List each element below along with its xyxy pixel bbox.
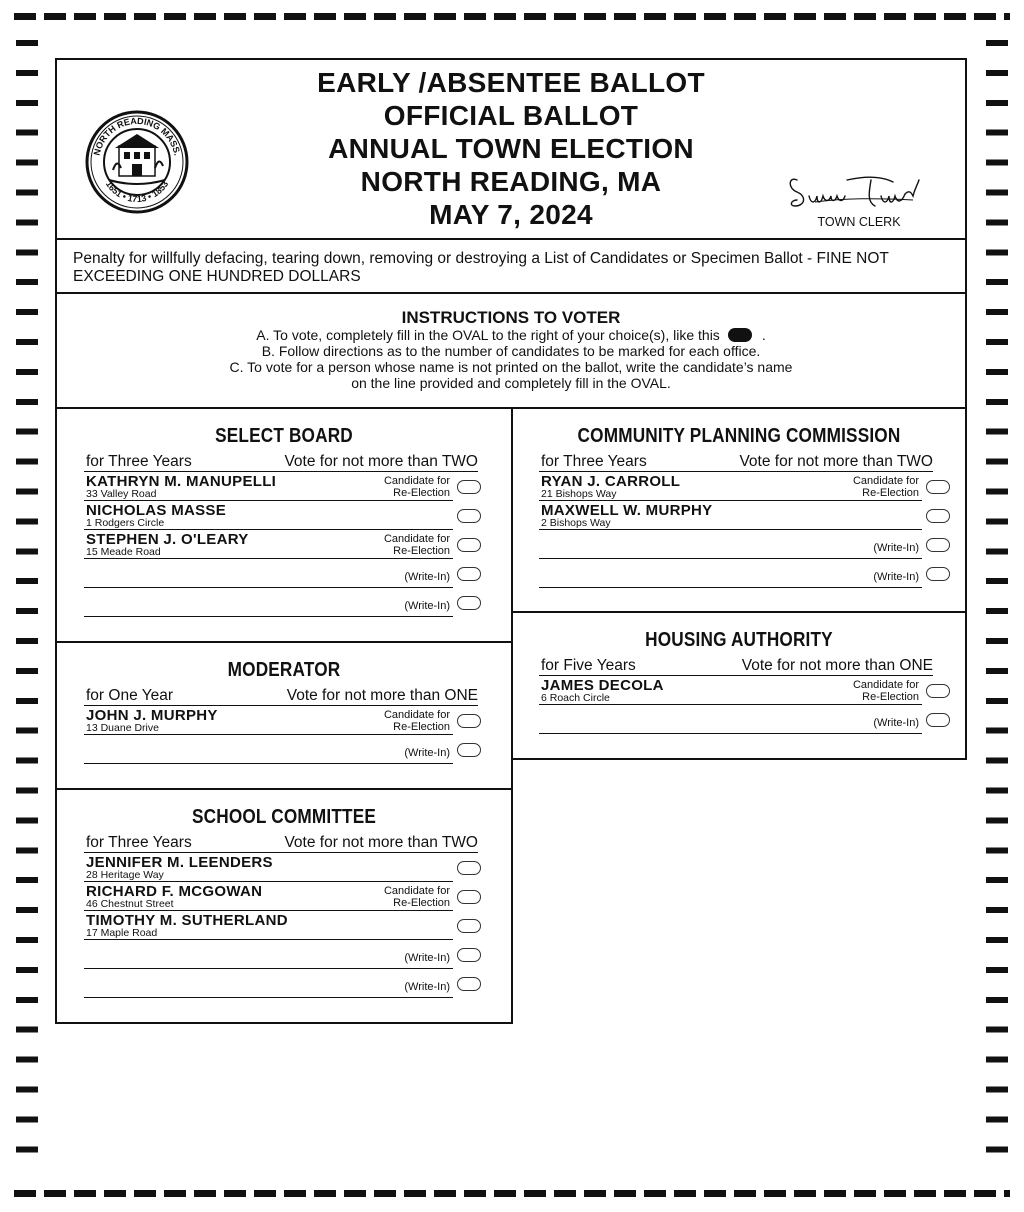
reelection-note [384,476,450,499]
candidate-row [539,676,922,705]
penalty-text: Penalty for willfully defacing, tearing down, removing or destroying a List of Candidates or Specimen Ballot - FINE NOT EXCEEDING ONE HUNDRED DOLLARS [73,250,889,285]
timing-marks-bottom [14,1190,1010,1197]
term-row [84,453,478,472]
office-title: SELECT BOARD [215,425,353,447]
reelection-note [853,680,919,703]
vote-oval[interactable] [457,948,481,962]
office-title: SCHOOL COMMITTEE [191,806,376,828]
write-in-line[interactable] [539,559,922,588]
instruction-c2: on the line provided and completely fill in the OVAL. [351,375,671,391]
filled-oval-example-icon [728,328,752,342]
instruction-a [57,327,965,343]
write-in-line[interactable] [84,940,453,969]
office-title: COMMUNITY PLANNING COMMISSION [577,425,901,447]
write-in-line[interactable] [84,588,453,617]
term-row [539,453,933,472]
candidate-address: 28 Heritage Way [86,869,164,881]
candidate-name: MAXWELL W. MURPHY [541,502,713,519]
candidate-address: 15 Meade Road [86,546,161,558]
candidate-row [84,501,453,530]
term-label: for One Year [86,687,174,704]
candidate-address: 21 Bishops Way [541,488,617,500]
note-line: Candidate for [383,709,450,721]
vote-oval[interactable] [926,684,950,698]
candidate-name: TIMOTHY M. SUTHERLAND [86,912,288,929]
term-label: for Three Years [86,834,192,851]
instruction-b: B. Follow directions as to the number of candidates to be marked for each office. [261,343,761,359]
write-in-line[interactable] [84,735,453,764]
reelection-note [853,476,919,499]
office-school-committee [55,788,513,1024]
title-line: NORTH READING, MA [360,166,662,197]
svg-text:NORTH READING MASS.: NORTH READING MASS. [91,115,183,157]
vote-oval[interactable] [926,480,950,494]
candidate-row [84,706,453,735]
office-select-board [55,407,513,643]
instructions-title: INSTRUCTIONS TO VOTER [401,308,621,327]
candidate-address: 6 Roach Circle [541,692,610,704]
office-title: HOUSING AUTHORITY [645,629,833,651]
candidate-name: JAMES DECOLA [541,677,664,694]
title-line: ANNUAL TOWN ELECTION [328,133,694,164]
term-row [539,657,933,676]
candidate-row [539,501,922,530]
write-in-line[interactable] [539,705,922,734]
reelection-note [384,710,450,733]
write-in-label: (Write-In) [404,747,450,759]
vote-limit: Vote for not more than TWO [284,834,478,851]
write-in-label: (Write-In) [404,571,450,583]
vote-oval[interactable] [457,480,481,494]
office-title: MODERATOR [227,659,341,681]
vote-oval[interactable] [457,567,481,581]
vote-oval[interactable] [457,538,481,552]
write-in-line[interactable] [539,530,922,559]
vote-oval[interactable] [926,538,950,552]
vote-oval[interactable] [457,714,481,728]
note-line: Candidate for [383,475,450,487]
candidate-row [84,530,453,559]
write-in-line[interactable] [84,969,453,998]
candidate-address: 13 Duane Drive [86,722,159,734]
penalty-notice [55,238,967,294]
write-in-label: (Write-In) [873,542,919,554]
candidate-address: 33 Valley Road [86,488,157,500]
reelection-note [384,886,450,909]
candidate-address: 46 Chestnut Street [86,898,174,910]
note-line: Candidate for [383,533,450,545]
ballot-header [55,58,967,240]
note-line: Re-Election [393,544,450,557]
office-planning-commission [511,407,967,613]
candidate-row [539,472,922,501]
write-in-label: (Write-In) [404,981,450,993]
write-in-label: (Write-In) [873,717,919,729]
ballot [55,58,967,1024]
term-row [84,687,478,706]
candidate-name: NICHOLAS MASSE [86,502,227,519]
vote-oval[interactable] [457,890,481,904]
note-line: Candidate for [852,679,919,691]
vote-oval[interactable] [457,977,481,991]
candidate-row [84,472,453,501]
candidate-address: 1 Rodgers Circle [86,517,165,529]
vote-oval[interactable] [457,509,481,523]
clerk-signature-icon [785,162,925,220]
title-line: MAY 7, 2024 [429,199,593,230]
timing-marks-right [986,40,1008,1176]
candidate-name: STEPHEN J. O'LEARY [86,531,249,548]
vote-limit: Vote for not more than ONE [286,687,478,704]
candidate-address: 2 Bishops Way [541,517,611,529]
write-in-line[interactable] [84,559,453,588]
candidate-row [84,882,453,911]
candidate-row [84,911,453,940]
candidate-row [84,853,453,882]
note-line: Re-Election [862,690,919,703]
note-line: Re-Election [393,720,450,733]
town-clerk-label: TOWN CLERK [817,215,901,229]
instruction-a-end: . [761,327,766,343]
term-label: for Three Years [86,453,192,470]
term-label: for Three Years [541,453,647,470]
write-in-label: (Write-In) [873,571,919,583]
note-line: Re-Election [862,486,919,499]
vote-oval[interactable] [457,919,481,933]
write-in-label: (Write-In) [404,600,450,612]
vote-oval[interactable] [926,567,950,581]
vote-oval[interactable] [457,743,481,757]
note-line: Candidate for [852,475,919,487]
vote-oval[interactable] [926,509,950,523]
candidate-name: JENNIFER M. LEENDERS [86,854,273,871]
write-in-label: (Write-In) [404,952,450,964]
vote-limit: Vote for not more than TWO [284,453,478,470]
candidate-name: RYAN J. CARROLL [541,473,681,490]
instruction-a-text: A. To vote, completely fill in the OVAL to the right of your choice(s), like this [256,327,720,343]
note-line: Re-Election [393,486,450,499]
term-label: for Five Years [541,657,636,674]
office-housing-authority [511,611,967,760]
candidate-name: RICHARD F. MCGOWAN [86,883,263,900]
vote-oval[interactable] [457,861,481,875]
title-line: EARLY /ABSENTEE BALLOT [317,67,705,98]
candidate-address: 17 Maple Road [86,927,158,939]
candidate-name: JOHN J. MURPHY [86,707,218,724]
instruction-c1: C. To vote for a person whose name is not printed on the ballot, write the candidate’s name [229,359,793,375]
vote-limit: Vote for not more than ONE [741,657,933,674]
reelection-note [384,534,450,557]
candidate-name: KATHRYN M. MANUPELLI [86,473,277,490]
office-moderator [55,641,513,790]
term-row [84,834,478,853]
title-line: OFFICIAL BALLOT [383,100,639,131]
timing-marks-left [16,40,38,1176]
vote-oval[interactable] [457,596,481,610]
note-line: Re-Election [393,896,450,909]
vote-limit: Vote for not more than TWO [739,453,933,470]
voter-instructions [55,292,967,409]
note-line: Candidate for [383,885,450,897]
vote-oval[interactable] [926,713,950,727]
svg-text:1651 • 1713 • 1853: 1651 • 1713 • 1853 [103,179,171,205]
timing-marks-top [14,13,1010,20]
